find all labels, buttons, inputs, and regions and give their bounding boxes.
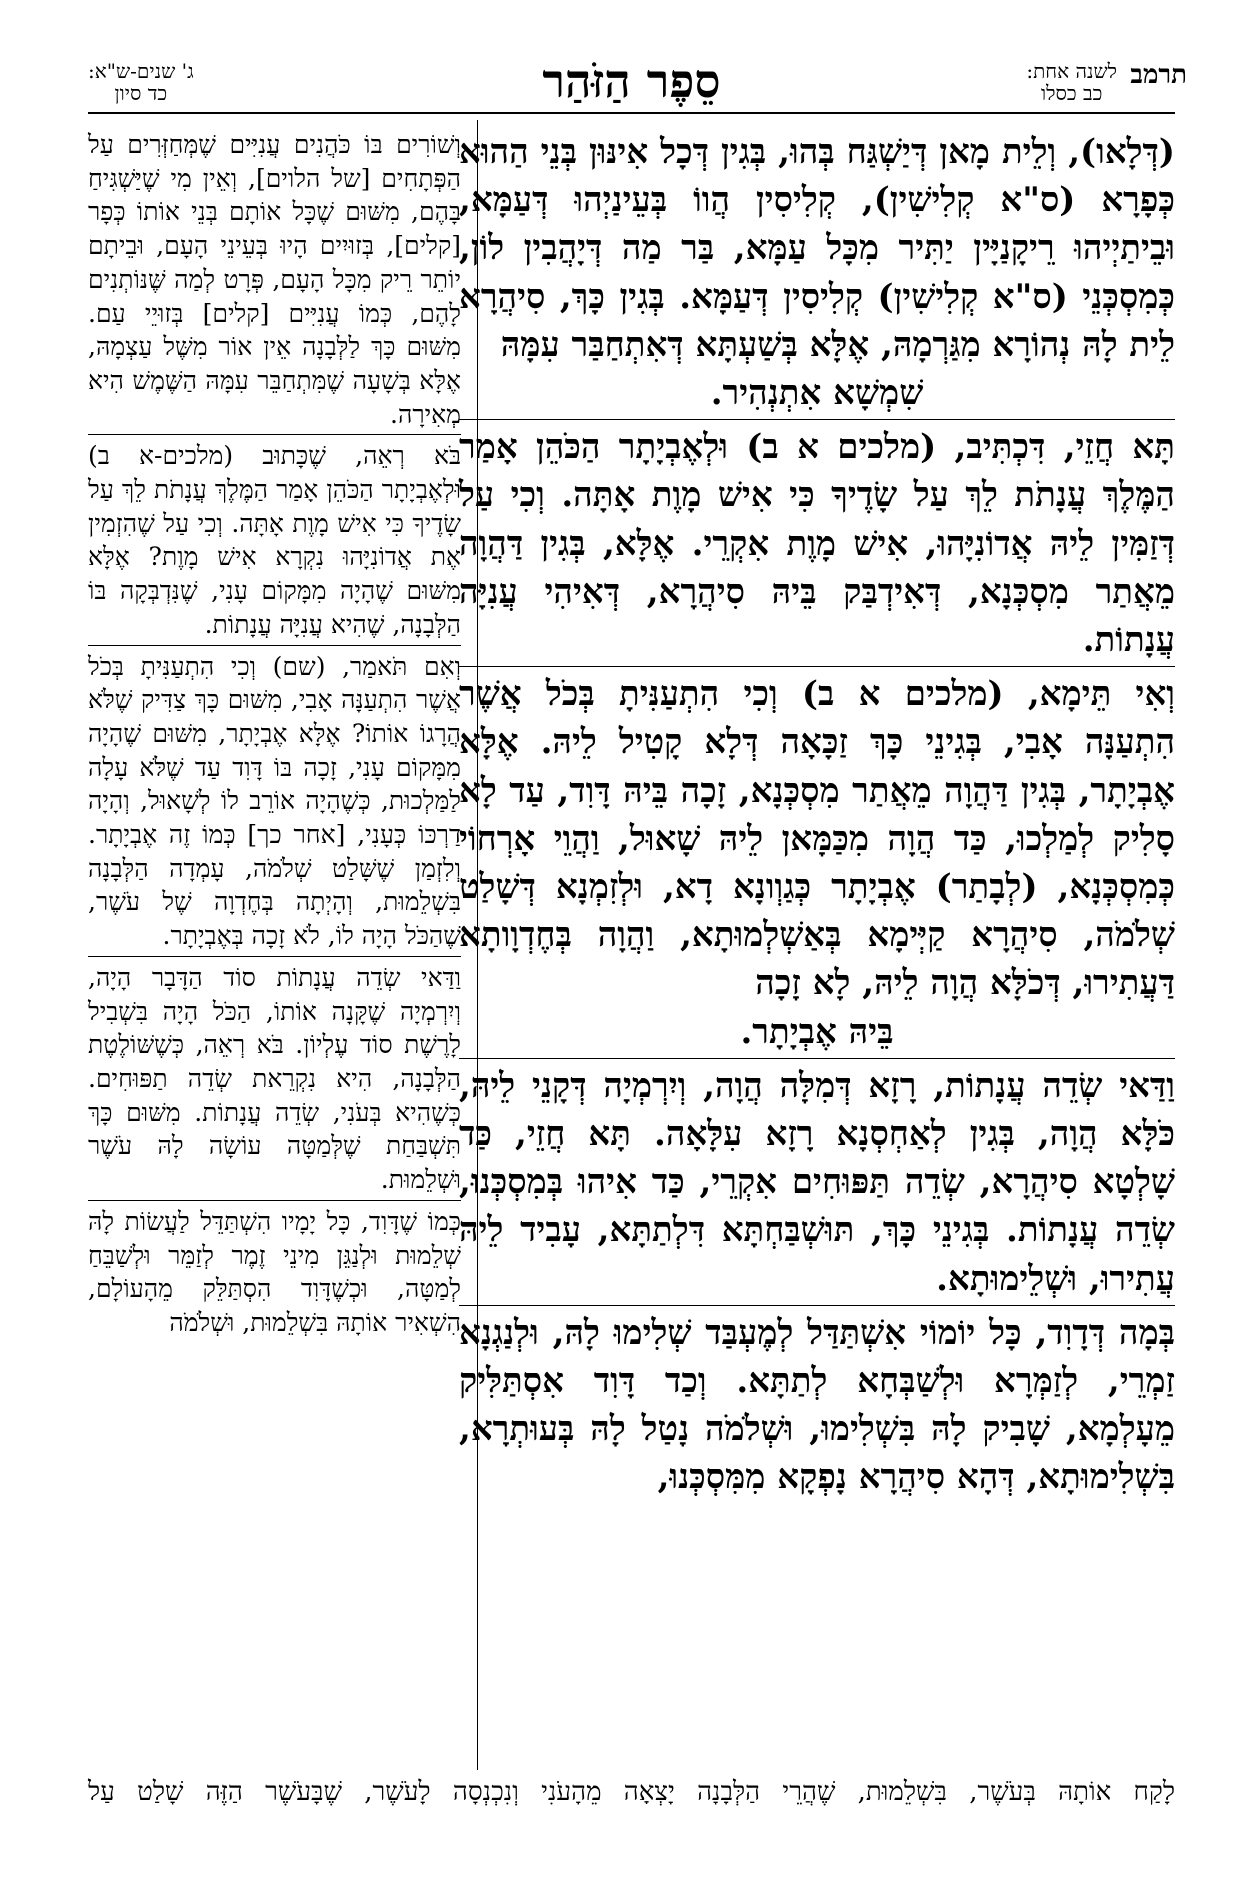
schedule-label: לשנה אחת: [1026, 59, 1117, 83]
divider [459, 1305, 1175, 1306]
divider [88, 645, 461, 646]
paragraph-end: שִׁמְשָׁא אִתְנְהִיר. [710, 373, 924, 414]
book-title: סֵפֶר הַזֹּהַר [542, 54, 721, 108]
paragraph: תָּא חֲזֵי, דִּכְתִּיב, (מלכים א ב) וּלְאֶבְיָתָר הַכֹּהֵן אָמַר הַמֶּלֶךְ עֲנָתֹת לֵךְ עַל שָׂדֶיךָ כִּי אִישׁ מָוֶת אָתָּה. וְכִי עַל דְּזַמִּין לֵיהּ אֲדוֹנִיָּהוּ, אִישׁ מָוֶת אִקְרֵי. אֶלָּא, בְּגִין דַּהֲוָה מֵאֲתַר מִסְכְּנָא, דְּאִידְבַּק בֵּיהּ סִיהֲרָא, דְּאִיהִי עֲנִיָּה עֲנָתוֹת. [459, 427, 1175, 661]
paragraph: וְאִם תֹּאמַר, (שם) וְכִי הִתְעַנִּיתָ בְּכֹל אֲשֶׁר הִתְעַנָּה אָבִי, מִשּׁוּם כָּךְ צַדִּיק שֶׁלֹּא הֲרָגוֹ אוֹתוֹ? אֶלָּא אֶבְיָתָר, מִשּׁוּם שֶׁהָיָה מִמָּקוֹם עָנִי, זָכָה בּוֹ דָּוִד עַד שֶׁלֹּא עָלָה לַמַּלְכוּת, כְּשֶׁהָיָה אוֹרֵב לוֹ לְשָׁאוּל, וְהָיָה דַרְכּוֹ כְּעָנִי, [אחר כך] כְּמוֹ זֶה אֶבְיָתָר. וְלִזְמַן שֶׁשָּׁלַט שְׁלֹמֹה, עָמְדָה הַלְּבָנָה בִּשְׁלֵמוּת, וְהָיְתָה בְּחֶדְוָה שֶׁל עֹשֶׁר, שֶׁהַכֹּל הָיָה לוֹ, לֹא זָכָה בְּאֶבְיָתָר. [88, 651, 461, 951]
paragraph: (דְּלָאו), וְלֵית מָאן דְּיַשְׁגַּח בְּהוּ, בְּגִין דְּכָל אִינּוּן בְּנֵי הַהוּא כְּפָרָא (ס"א קְלִישִׁין), קְלִיסִין הֲווֹ בְּעֵינַיְהוּ דְּעַמָּא, וּבֵיתַיְיהוּ רֵיקָנַיָּין יַתִּיר מִכָּל עַמָּא, בַּר מַה דְּיָהֲבִין לוֹן, כְּמִסְכְּנֵי (ס"א קְלִישִׁין) קְלִיסִין דְּעַמָּא. בְּגִין כָּךְ, סִיהֲרָא לֵית לָהּ נְהוֹרָא מִגַּרְמָהּ, אֶלָּא בְּשַׁעְתָּא דְּאִתְחַבַּר עִמָּהּ [459, 132, 1175, 365]
paragraph: בְּמָה דְּדָוִד, כָּל יוֹמוֹי אִשְׁתַּדַּל לְמֶעְבַּד שְׁלִימוּ לָהּ, וּלְנַגְנָא זַמְרֵי, לְזַמְּרָא וּלְשַׁבְּחָא לְתַתָּא. וְכַד דָּוִד אִסְתַּלִּיק מֵעָלְמָא, שָׁבִיק לָהּ בִּשְׁלִימוּ, וּשְׁלֹמֹה נָטַל לָהּ בְּעוּתְרָא, בִּשְׁלִימוּתָא, דְּהָא סִיהֲרָא נָפְקָא מִמִּסְכְּנוּ, [459, 1312, 1175, 1498]
paragraph: וְאִי תֵּימָא, (מלכים א ב) וְכִי הִתְעַנִּיתָ בְּכֹל אֲשֶׁר הִתְעַנָּה אָבִי, בְּגִינֵי כָּךְ זַכָּאָה דְּלָא קָטִיל לֵיהּ. אֶלָּא אֶבְיָתָר, בְּגִין דַּהֲוָה מֵאֲתַר מִסְכְּנָא, זָכָה בֵּיהּ דָּוִד, עַד לָא סָלִיק לְמַלְכוּ, כַּד הֲוָה מִכַּמָּאן לֵיהּ שָׁאוּל, וַהֲוֵי אָרְחוֹי כְּמִסְכְּנָא, (לְבָתַר) אֶבְיָתָר כְּגַוְונָא דָא, וּלְזִמְנָא דְּשָׁלַט שְׁלֹמֹה, סִיהֲרָא קַיְּימָא בְּאַשְׁלְמוּתָא, וַהֲוָה בְּחֶדְוָותָא דַּעֲתִירוּ, דְּכֹלָּא הֲוָה לֵיהּ, לָא זָכָה [459, 674, 1175, 1004]
divider [88, 956, 461, 957]
schedule-label: ג' שנים-ש"א: [88, 59, 194, 83]
page-header [88, 54, 1187, 116]
divider [88, 434, 461, 435]
paragraph: וַדַּאי שְׂדֵה עֲנָתוֹת סוֹד הַדָּבָר הָיָה, וְיִרְמְיָה שֶׁקָּנָה אוֹתוֹ, הַכֹּל הָיָה בִּשְׁבִיל לָרֶשֶׁת סוֹד עֶלְיוֹן. בֹּא רְאֵה, כְּשֶׁשּׁוֹלֶטֶת הַלְּבָנָה, הִיא נִקְרֵאת שְׂדֵה תַפּוּחִים. כְּשֶׁהִיא בְּעֹנִי, שְׂדֵה עֲנָתוֹת. מִשּׁוּם כָּךְ תִּשְׁבַּחַת שֶׁלְּמַטָּה עוֹשָׂה לָהּ עֹשֶׁר וּשְׁלֵמוּת. [88, 962, 461, 1195]
divider [459, 666, 1175, 667]
schedule-date: כד סיון [114, 81, 168, 105]
paragraph: וַדַּאי שְׂדֵה עֲנָתוֹת, רָזָא דְּמִלָּה הֲוָה, וְיִרְמְיָה דְּקָנֵי לֵיהּ, כֹּלָּא הֲוָה, בְּגִין לְאַחְסְנָא רָזָא עִלָּאָה. תָּא חֲזֵי, כַּד שָׁלְטָא סִיהֲרָא, שְׂדֵה תַּפּוּחִים אִקְרֵי, כַּד אִיהוּ בְּמִסְכְּנוּ, שְׂדֵה עֲנָתוֹת. בְּגִינֵי כָּךְ, תּוּשְׁבַּחְתָּא דִּלְתַתָּא, עָבִיד לֵיהּ עֲתִירוּ, וּשְׁלֵימוּתָא. [459, 1065, 1175, 1299]
hebrew-translation-column [88, 128, 461, 1768]
header-rule [88, 112, 1175, 114]
column-divider [477, 120, 478, 1770]
paragraph: כְּמוֹ שֶׁדָּוִד, כָּל יָמָיו הִשְׁתַּדֵּל לַעֲשׂוֹת לָהּ שְׁלֵמוּת וּלְנַגֵּן מִינֵי זֶמֶר לְזַמֵּר וּלְשַׁבֵּחַ לְמַטָּה, וּכְשֶׁדָּוִד הִסְתַּלֵּק מֵהָעוֹלָם, הִשְׁאִיר אוֹתָהּ בִּשְׁלֵמוּת, וּשְׁלֹמֹה [88, 1206, 461, 1337]
divider [459, 1058, 1175, 1059]
paragraph: וְשׁוֹרִים בּוֹ כֹּהֲנִים עֲנִיִּים שֶׁמְּחַזְּרִים עַל הַפְּתָחִים [של הלוים], וְאֵין מִי שֶׁיַּשְׁגִּיחַ בָּהֶם, מִשּׁוּם שֶׁכָּל אוֹתָם בְּנֵי אוֹתוֹ כְּפָר [קלים], בְּזוּיִים הָיוּ בְּעֵינֵי הָעָם, וּבֵיתָם יוֹתֵר רֵיק מִכָּל הָעָם, פְּרָט לְמַה שֶּׁנּוֹתְנִים לָהֶם, כְּמוֹ עֲנִיִּים [קלים] בְּזוּיֵי עַם. מִשּׁוּם כָּךְ לַלְּבָנָה אֵין אוֹר מִשֶּׁל עַצְמָהּ, אֶלָּא בְּשָׁעָה שֶׁמִּתְחַבֵּר עִמָּהּ הַשֶּׁמֶשׁ הִיא מְאִירָה. [88, 130, 461, 429]
aramaic-text-column [459, 128, 1175, 1768]
divider [88, 1200, 461, 1201]
paragraph: בֹּא רְאֵה, שֶׁכָּתוּב (מלכים-א ב) וּלְאֶבְיָתָר הַכֹּהֵן אָמַר הַמֶּלֶךְ עֲנָתֹת לֵךְ עַל שָׂדֶיךָ כִּי אִישׁ מָוֶת אָתָּה. וְכִי עַל שֶׁהִזְמִין אֶת אֲדוֹנִיָּהוּ נִקְרָא אִישׁ מָוֶת? אֶלָּא מִשּׁוּם שֶׁהָיָה מִמָּקוֹם עָנִי, שֶׁנִּדְבְּקָה בּוֹ הַלְּבָנָה, שֶׁהִיא עֲנִיָּה עֲנָתוֹת. [88, 441, 461, 639]
divider [459, 419, 1175, 420]
bottom-continuation-line: לָקַח אוֹתָהּ בְּעֹשֶׁר, בִּשְׁלֵמוּת, שֶׁהֲרֵי הַלְּבָנָה יָצְאָה מֵהָעֹנִי וְנִכְנְסָה לָעֹשֶׁר, שֶׁבָּעֹשֶׁר הַזֶּה שָׁלַט עַל [88, 1777, 1175, 1807]
page-number: תרמב [1130, 60, 1187, 90]
schedule-date: כב כסלו [1040, 81, 1103, 105]
paragraph-end: בֵּיהּ אֶבְיָתָר. [740, 1011, 894, 1052]
daily-date-three-years [88, 60, 194, 104]
